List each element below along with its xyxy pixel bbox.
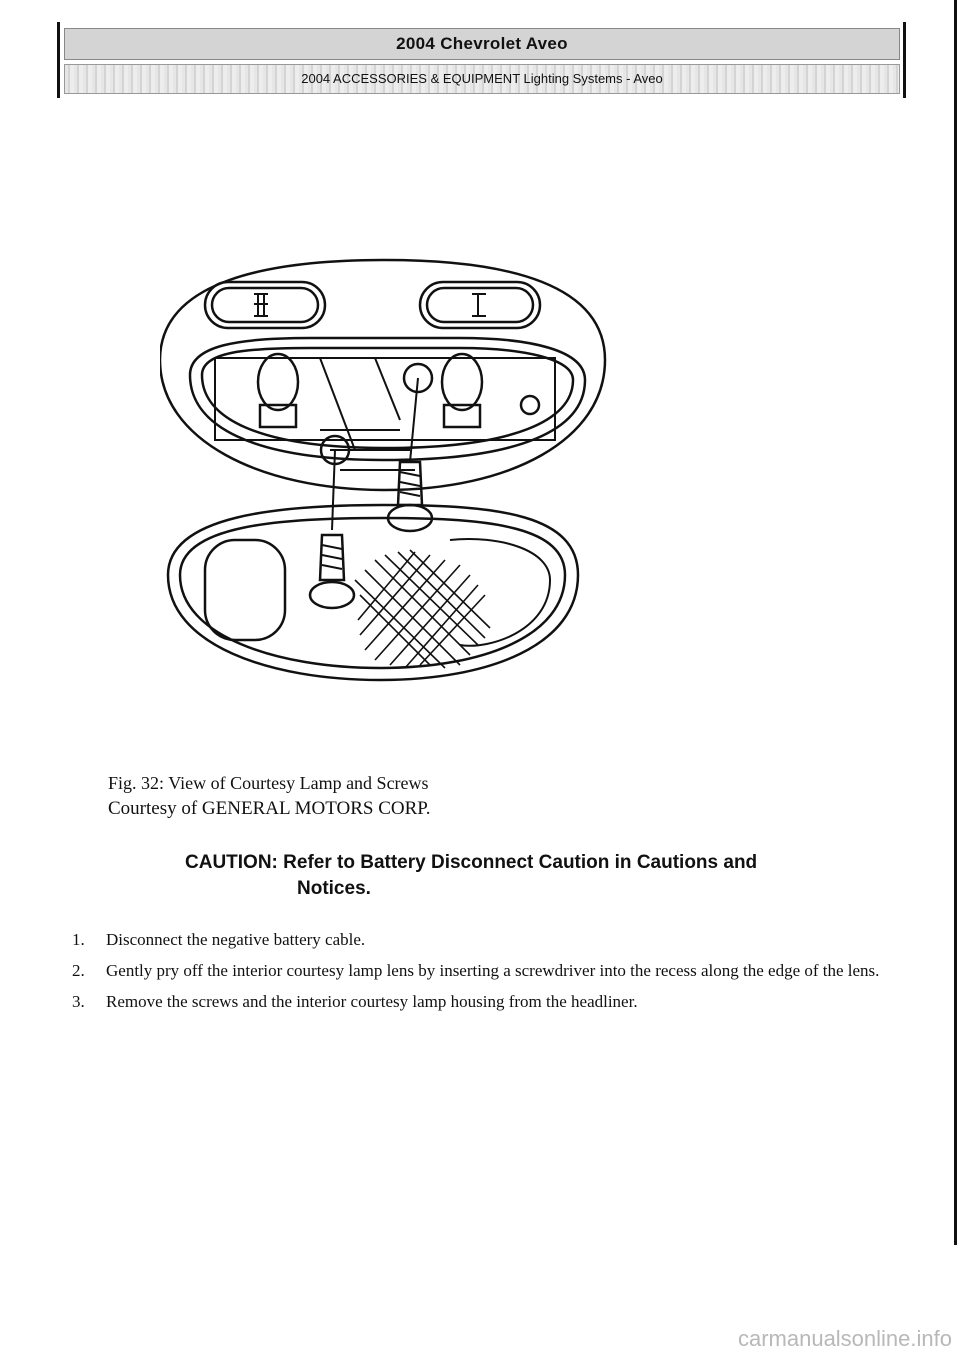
page-border-left (57, 22, 60, 98)
procedure-steps (72, 928, 902, 1021)
step-number: 2. (72, 961, 85, 980)
step-number: 1. (72, 930, 85, 949)
caution-line-2: Notices. (297, 878, 371, 899)
document-header (64, 28, 900, 94)
page-edge-line (954, 0, 957, 1245)
step-text: Remove the screws and the interior courtesy lamp housing from the headliner. (106, 992, 638, 1011)
document-section: 2004 ACCESSORIES & EQUIPMENT Lighting Systems - Aveo (64, 64, 900, 94)
courtesy-lamp-illustration (160, 250, 610, 690)
caution-line-1: CAUTION: Refer to Battery Disconnect Caution in Cautions and (185, 852, 758, 873)
site-watermark: carmanualsonline.info (737, 1326, 952, 1351)
list-item (72, 928, 902, 951)
figure-credit: Courtesy of GENERAL MOTORS CORP. (108, 798, 431, 819)
figure-caption: Fig. 32: View of Courtesy Lamp and Screws (108, 773, 429, 793)
step-text: Gently pry off the interior courtesy lamp lens by inserting a screwdriver into the recess along the edge of the lens. (106, 961, 880, 980)
right-bulb (442, 354, 482, 410)
list-item (72, 990, 902, 1013)
left-switch-symbol (254, 294, 268, 316)
page-border-right (903, 22, 906, 98)
lamp-recess (190, 338, 585, 460)
lens-pattern (355, 550, 490, 668)
figure-caption-block (108, 770, 431, 822)
left-bulb (258, 354, 298, 410)
step-text: Disconnect the negative battery cable. (106, 930, 366, 949)
caution-note (185, 850, 885, 902)
step-number: 3. (72, 992, 85, 1011)
list-item (72, 959, 902, 982)
document-title: 2004 Chevrolet Aveo (64, 28, 900, 60)
right-switch-symbol (472, 294, 486, 316)
lens-left-window (205, 540, 285, 640)
